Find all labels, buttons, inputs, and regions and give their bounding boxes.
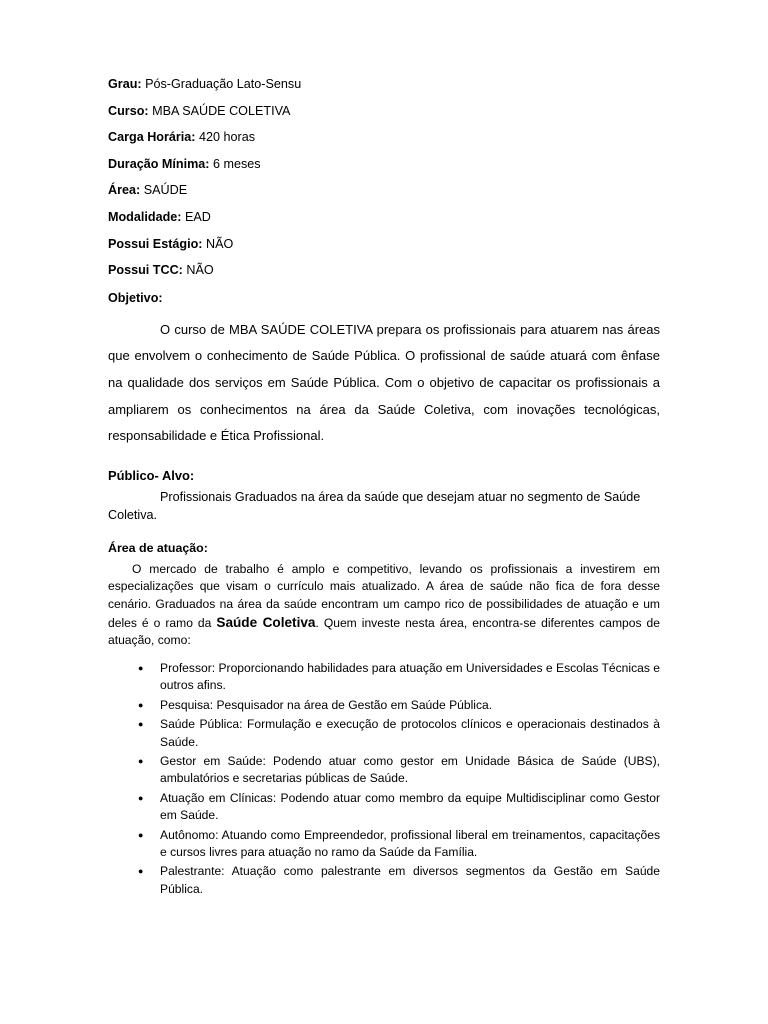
field-curso-value: MBA SAÚDE COLETIVA [152, 103, 291, 118]
field-possui-tcc-value: NÃO [186, 263, 214, 278]
list-item: ● Pesquisa: Pesquisador na área de Gestão em Saúde Pública. [138, 697, 660, 714]
area-atuacao-text-part1: O mercado de trabalho é amplo e competitivo, levando os profissionais a investirem em especializações que visam o currículo mais atualizado. A área de saúde não fica de fora desse cenário. Graduados na área da saúde encontram um campo rico de possibilidades de atuação e um deles é o ramo da [108, 561, 660, 630]
field-carga-horaria-label: Carga Horária: [108, 130, 196, 145]
field-area-value: SAÚDE [143, 183, 188, 198]
objective-heading: Objetivo: [108, 290, 163, 305]
list-item: ● Professor: Proporcionando habilidades para atuação em Universidades e Escolas Técnicas e outros afins. [138, 660, 660, 695]
field-area-label: Área: [108, 183, 141, 198]
field-duracao-minima [108, 158, 660, 171]
field-possui-tcc-label: Possui TCC: [108, 263, 183, 278]
list-item: ● Atuação em Clínicas: Podendo atuar como membro da equipe Multidisciplinar como Gestor em Saúde. [138, 790, 660, 825]
field-modalidade [108, 211, 660, 224]
field-grau [108, 78, 660, 91]
field-carga-horaria-value: 420 horas [199, 130, 256, 145]
list-item: ● Saúde Pública: Formulação e execução de protocolos clínicos e operacionais destinados à Saúde. [138, 716, 660, 751]
field-grau-value: Pós-Graduação Lato-Sensu [145, 77, 302, 91]
area-atuacao-emphasis: Saúde Coletiva [216, 614, 316, 630]
area-atuacao-list [108, 660, 660, 898]
field-area [108, 184, 660, 197]
list-item: ● Gestor em Saúde: Podendo atuar como gestor em Unidade Básica de Saúde (UBS), ambulatórios e secretarias públicas de Saúde. [138, 753, 660, 788]
list-item: ● Autônomo: Atuando como Empreendedor, profissional liberal em treinamentos, capacitações e cursos livres para atuação no ramo da Saúde da Família. [138, 827, 660, 862]
publico-alvo-paragraph [108, 489, 660, 525]
area-atuacao-text-part2: . Quem investe nesta área, encontra-se diferentes campos de atuação, como: [108, 615, 660, 648]
field-possui-estagio-label: Possui Estágio: [108, 236, 203, 251]
area-atuacao-heading: Área de atuação: [108, 540, 208, 555]
field-grau-label: Grau: [108, 77, 142, 91]
field-carga-horaria [108, 131, 660, 144]
objective-paragraph: O curso de MBA SAÚDE COLETIVA prepara os profissionais para atuarem nas áreas que envolvem o conhecimento de Saúde Pública. O profissional de saúde atuará com ênfase na qualidade dos serviços em Saúde Pública. Com o objetivo de capacitar os profissionais a ampliarem os conhecimentos na área da Saúde Coletiva, com inovações tecnológicas, responsabilidade e Ética Profissional. [108, 321, 660, 444]
field-modalidade-value: EAD [184, 209, 211, 224]
field-possui-estagio-value: NÃO [205, 236, 234, 251]
field-possui-estagio [108, 238, 660, 251]
field-curso-label: Curso: [108, 103, 149, 118]
field-modalidade-label: Modalidade: [108, 209, 182, 224]
publico-alvo-text: Profissionais Graduados na área da saúde que desejam atuar no segmento de Saúde Coletiva. [108, 489, 641, 522]
field-possui-tcc [108, 264, 660, 277]
field-duracao-minima-label: Duração Mínima: [108, 156, 210, 171]
list-item: ● Palestrante: Atuação como palestrante em diversos segmentos da Gestão em Saúde Pública. [138, 863, 660, 898]
publico-alvo-heading: Público- Alvo: [108, 467, 195, 483]
area-atuacao-paragraph [108, 561, 660, 650]
field-curso [108, 105, 660, 118]
field-duracao-minima-value: 6 meses [212, 156, 261, 171]
